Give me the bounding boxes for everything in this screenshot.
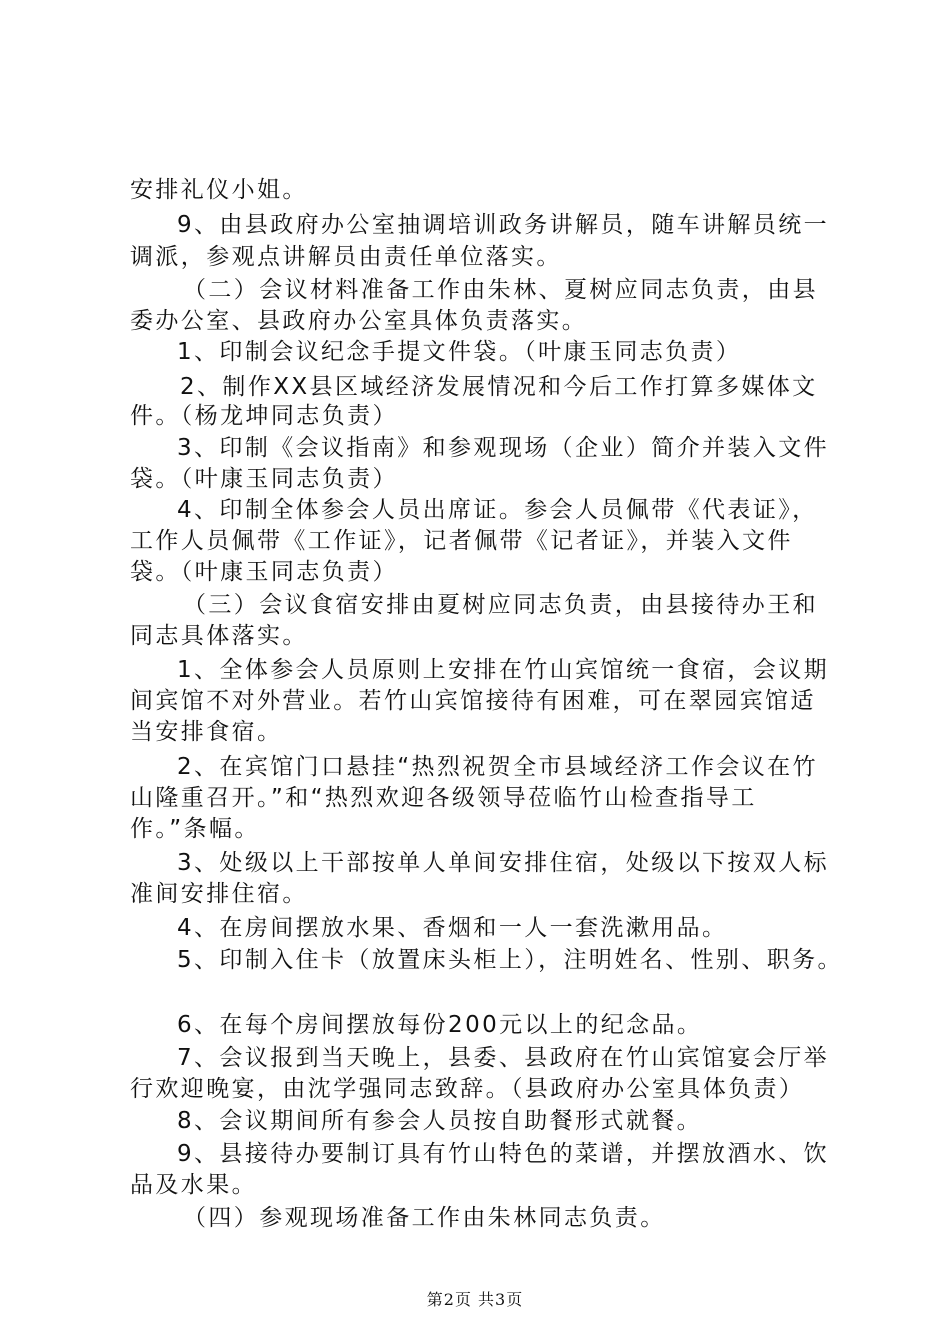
body-line-27: 7、会议报到当天晚上，县委、县政府在竹山宾馆宴会厅举	[177, 1045, 830, 1071]
body-line-22: 3、处级以上干部按单人单间安排住宿，处级以下按双人标	[177, 850, 830, 876]
body-line-30: 9、县接待办要制订具有竹山特色的菜谱，并摆放酒水、饮	[177, 1141, 830, 1167]
body-line-6: 1、印制会议纪念手提文件袋。（叶康玉同志负责）	[177, 339, 742, 365]
body-line-14: （三）会议食宿安排由夏树应同志负责，由县接待办王和	[183, 592, 818, 618]
body-line-15: 同志具体落实。	[130, 623, 308, 649]
body-line-31: 品及水果。	[130, 1172, 257, 1198]
body-line-29: 8、会议期间所有参会人员按自助餐形式就餐。	[177, 1108, 703, 1134]
body-line-12: 工作人员佩带《工作证》，记者佩带《记者证》，并装入文件	[130, 528, 793, 554]
body-line-16: 1、全体参会人员原则上安排在竹山宾馆统一食宿，会议期	[177, 657, 830, 683]
body-line-26: 6、在每个房间摆放每份200元以上的纪念品。	[177, 1012, 703, 1038]
body-line-13: 袋。（叶康玉同志负责）	[130, 559, 398, 585]
body-line-1: 安排礼仪小姐。	[130, 177, 308, 203]
body-line-2: 9、由县政府办公室抽调培训政务讲解员，随车讲解员统一	[177, 212, 830, 238]
body-line-24: 4、在房间摆放水果、香烟和一人一套洗漱用品。	[177, 915, 728, 941]
body-line-28: 行欢迎晚宴，由沈学强同志致辞。（县政府办公室具体负责）	[130, 1076, 805, 1102]
body-line-23: 准间安排住宿。	[130, 881, 308, 907]
body-line-20: 山隆重召开。”和“热烈欢迎各级领导莅临竹山检查指导工	[130, 785, 757, 811]
body-line-25: 5、印制入住卡（放置床头柜上），注明姓名、性别、职务。	[177, 947, 843, 973]
body-line-8: 件。（杨龙坤同志负责）	[130, 403, 398, 429]
page-footer: 第2页 共3页	[426, 1290, 524, 1309]
body-line-32: （四）参观现场准备工作由朱林同志负责。	[183, 1205, 666, 1231]
body-line-18: 当安排食宿。	[130, 719, 283, 745]
body-line-3: 调派，参观点讲解员由责任单位落实。	[130, 244, 562, 270]
body-line-10: 袋。（叶康玉同志负责）	[130, 466, 398, 492]
body-line-17: 间宾馆不对外营业。若竹山宾馆接待有困难，可在翠园宾馆适	[130, 688, 816, 714]
body-line-7: 2、制作XX县区域经济发展情况和今后工作打算多媒体文	[180, 374, 818, 400]
body-line-11: 4、印制全体参会人员出席证。参会人员佩带《代表证》，	[177, 497, 818, 523]
body-line-4: （二）会议材料准备工作由朱林、夏树应同志负责，由县	[183, 277, 818, 303]
body-line-5: 委办公室、县政府办公室具体负责落实。	[130, 308, 588, 334]
body-line-21: 作。”条幅。	[130, 816, 260, 842]
body-line-9: 3、印制《会议指南》和参观现场（企业）简介并装入文件	[177, 435, 830, 461]
body-line-19: 2、在宾馆门口悬挂“热烈祝贺全市县域经济工作会议在竹	[177, 754, 818, 780]
